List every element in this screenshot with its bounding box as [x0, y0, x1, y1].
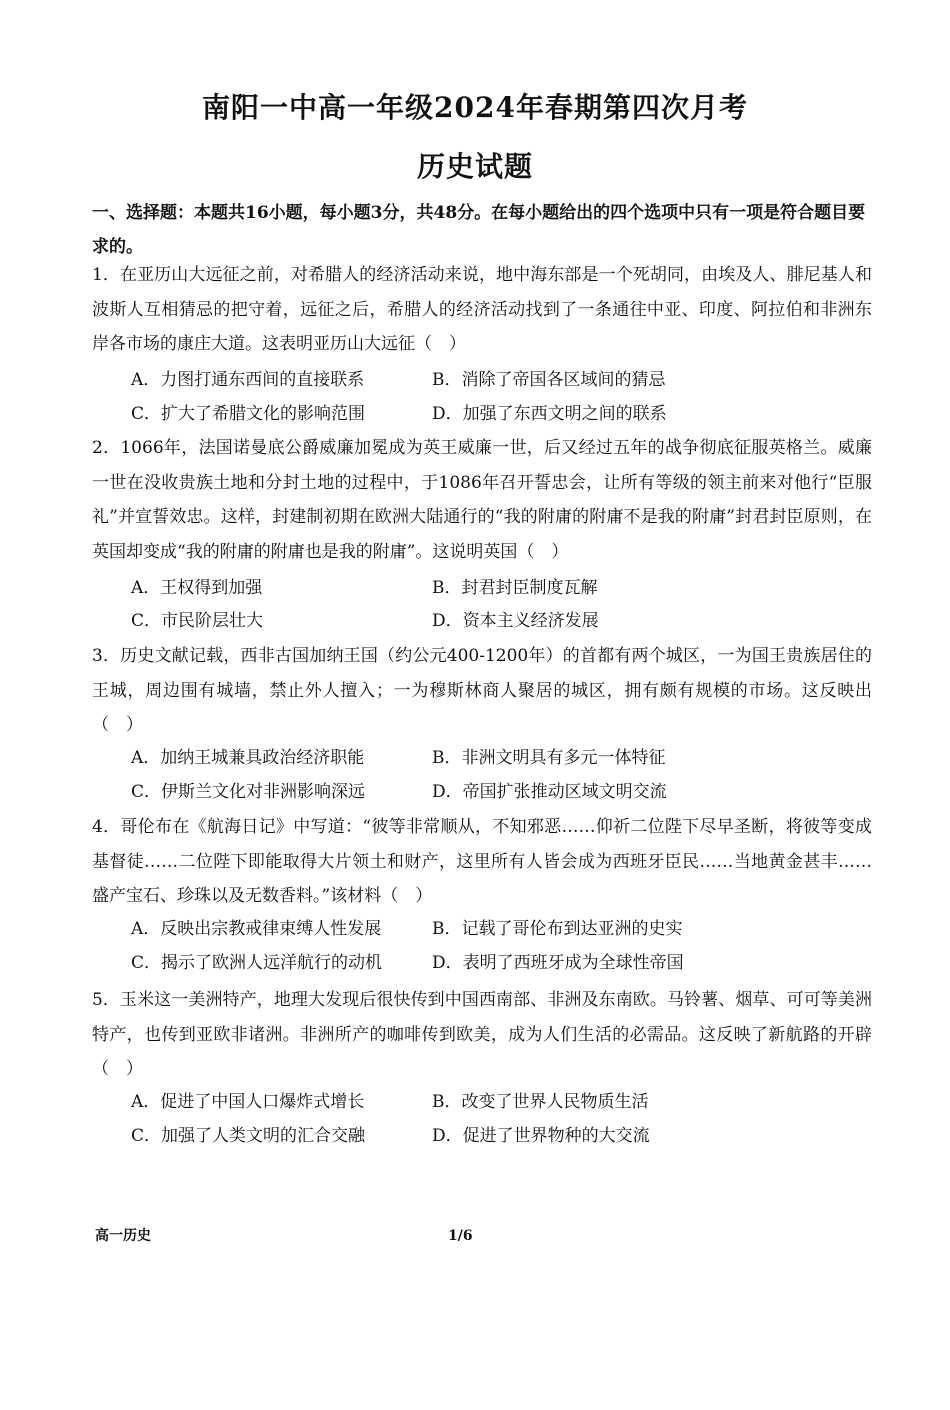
option-a: A．促进了中国人口爆炸式增长: [131, 1092, 365, 1112]
option-c: C．市民阶层壮大: [131, 611, 264, 631]
footer-subject: 高一历史: [95, 1228, 151, 1244]
option-b: B．改变了世界人民物质生活: [432, 1092, 649, 1112]
option-c: C．加强了人类文明的汇合交融: [131, 1126, 366, 1146]
option-d: D．加强了东西文明之间的联系: [432, 404, 667, 424]
question-stem: 2．1066年，法国诺曼底公爵威廉加冕成为英王威廉一世，后又经过五年的战争彻底征服英格兰。威廉一世在没收贵族土地和分封土地的过程中，于1086年召开誓忠会，让所有等级的领主前来对他行“臣服礼”并宣誓效忠。这样，封建制初期在欧洲大陆通行的“我的附庸的附庸不是我的附庸”封君封臣原则，在英国却变成“我的附庸的附庸也是我的附庸”。这说明英国（ ）: [92, 438, 872, 562]
option-b: B．非洲文明具有多元一体特征: [432, 748, 666, 768]
option-d: D．促进了世界物种的大交流: [432, 1126, 650, 1146]
option-c: C．扩大了希腊文化的影响范围: [131, 404, 366, 424]
question-stem: 3．历史文献记载，西非古国加纳王国（约公元400-1200年）的首都有两个城区，一为国王贵族居住的王城，周边围有城墙，禁止外人擅入；一为穆斯林商人聚居的城区，拥有颇有规模的市场。这反映出（ ）: [92, 646, 872, 735]
option-d: D．帝国扩张推动区域文明交流: [432, 782, 667, 802]
option-a: A．加纳王城兼具政治经济职能: [131, 748, 365, 768]
question-stem: 4．哥伦布在《航海日记》中写道：“彼等非常顺从，不知邪恶……仰祈二位陛下尽早圣断，将彼等变成基督徒……二位陛下即能取得大片领土和财产，这里所有人皆会成为西班牙臣民……当地黄金甚丰……盛产宝石、珍珠以及无数香料。”该材料（ ）: [92, 817, 872, 906]
option-a: A．反映出宗教戒律束缚人性发展: [131, 919, 382, 939]
page-number: 1/6: [448, 1228, 473, 1244]
option-d: D．表明了西班牙成为全球性帝国: [432, 953, 684, 973]
exam-subtitle: 历史试题: [416, 150, 533, 183]
option-c: C．揭示了欧洲人远洋航行的动机: [131, 953, 383, 973]
question-stem: 5．玉米这一美洲特产，地理大发现后很快传到中国西南部、非洲及东南欧。马铃薯、烟草、可可等美洲特产，也传到亚欧非诸洲。非洲所产的咖啡传到欧美，成为人们生活的必需品。这反映了新航路的开辟（ ）: [92, 990, 872, 1079]
section-instruction: 一、选择题：本题共16小题，每小题3分，共48分。在每小题给出的四个选项中只有一项是符合题目要求的。: [92, 203, 866, 257]
option-d: D．资本主义经济发展: [432, 611, 599, 631]
option-b: B．封君封臣制度瓦解: [432, 578, 598, 598]
exam-title: 南阳一中高一年级2024年春期第四次月考: [202, 91, 748, 124]
option-a: A．力图打通东西间的直接联系: [131, 370, 365, 390]
option-c: C．伊斯兰文化对非洲影响深远: [131, 782, 366, 802]
option-a: A．王权得到加强: [131, 578, 263, 598]
option-b: B．消除了帝国各区域间的猜忌: [432, 370, 666, 390]
option-b: B．记载了哥伦布到达亚洲的史实: [432, 919, 683, 939]
question-stem: 1．在亚历山大远征之前，对希腊人的经济活动来说，地中海东部是一个死胡同，由埃及人、腓尼基人和波斯人互相猜忌的把守着，远征之后，希腊人的经济活动找到了一条通往中亚、印度、阿拉伯和非洲东岸各市场的康庄大道。这表明亚历山大远征（ ）: [92, 265, 872, 354]
